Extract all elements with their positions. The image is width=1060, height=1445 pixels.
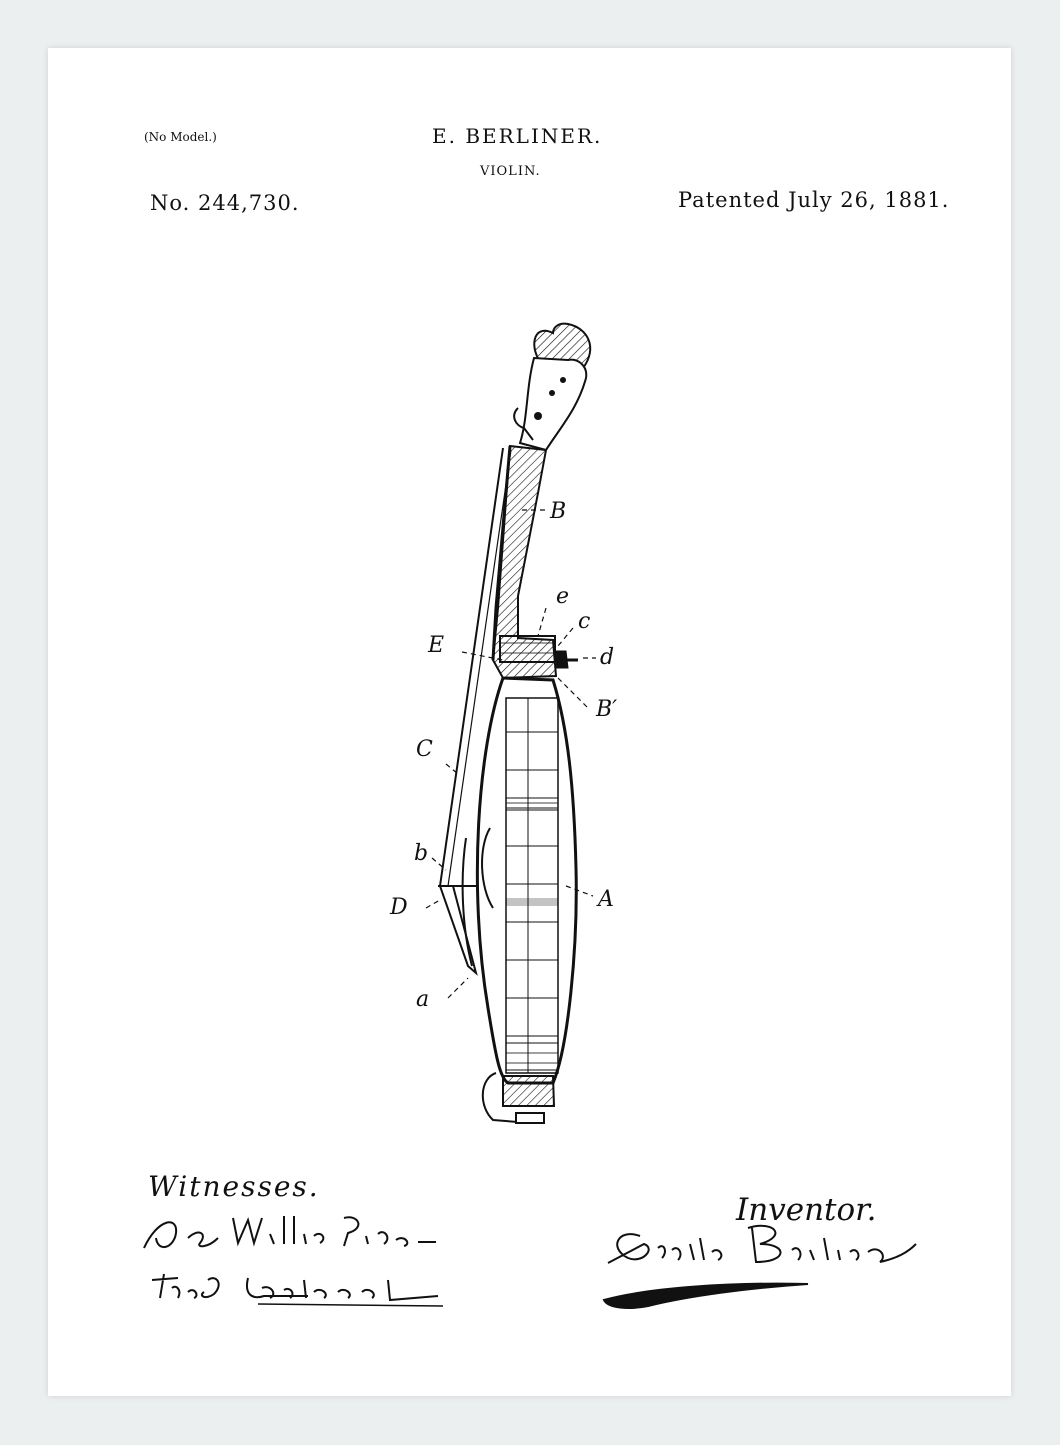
label-B: B [550,499,567,524]
adjusting-screw [556,651,568,668]
label-D: D [390,895,408,920]
witness-signature-1 [144,1216,436,1248]
label-C: C [416,737,433,762]
tuning-peg-1 [560,377,566,383]
body-ribs [506,698,558,1073]
inventor-heading: E. BERLINER. [432,124,603,148]
end-block [503,1076,554,1106]
inventor-signature [604,1226,916,1308]
label-B-prime: B′ [596,697,618,722]
violin-neck [493,446,578,678]
witnesses-label: Witnesses. [148,1170,320,1203]
neck-heel-block [500,636,555,662]
no-model-note: (No Model.) [144,130,217,144]
patent-date: Patented July 26, 1881. [678,188,950,212]
label-c: c [578,609,591,634]
violin-body [463,678,577,1123]
tuning-peg-3 [534,412,542,420]
violin-scroll [514,324,590,450]
inventor-label: Inventor. [736,1192,877,1228]
witness-signature-2 [152,1274,443,1306]
label-b: b [414,841,429,866]
label-d: d [600,645,615,670]
patent-number: No. 244,730. [150,191,300,215]
tuning-peg-2 [549,390,555,396]
label-E: E [428,633,445,658]
invention-title: VIOLIN. [480,164,541,179]
label-a: a [416,987,430,1012]
end-button [516,1113,544,1123]
label-e: e [556,584,570,609]
patent-sheet [48,48,1011,1396]
label-A: A [598,887,614,912]
